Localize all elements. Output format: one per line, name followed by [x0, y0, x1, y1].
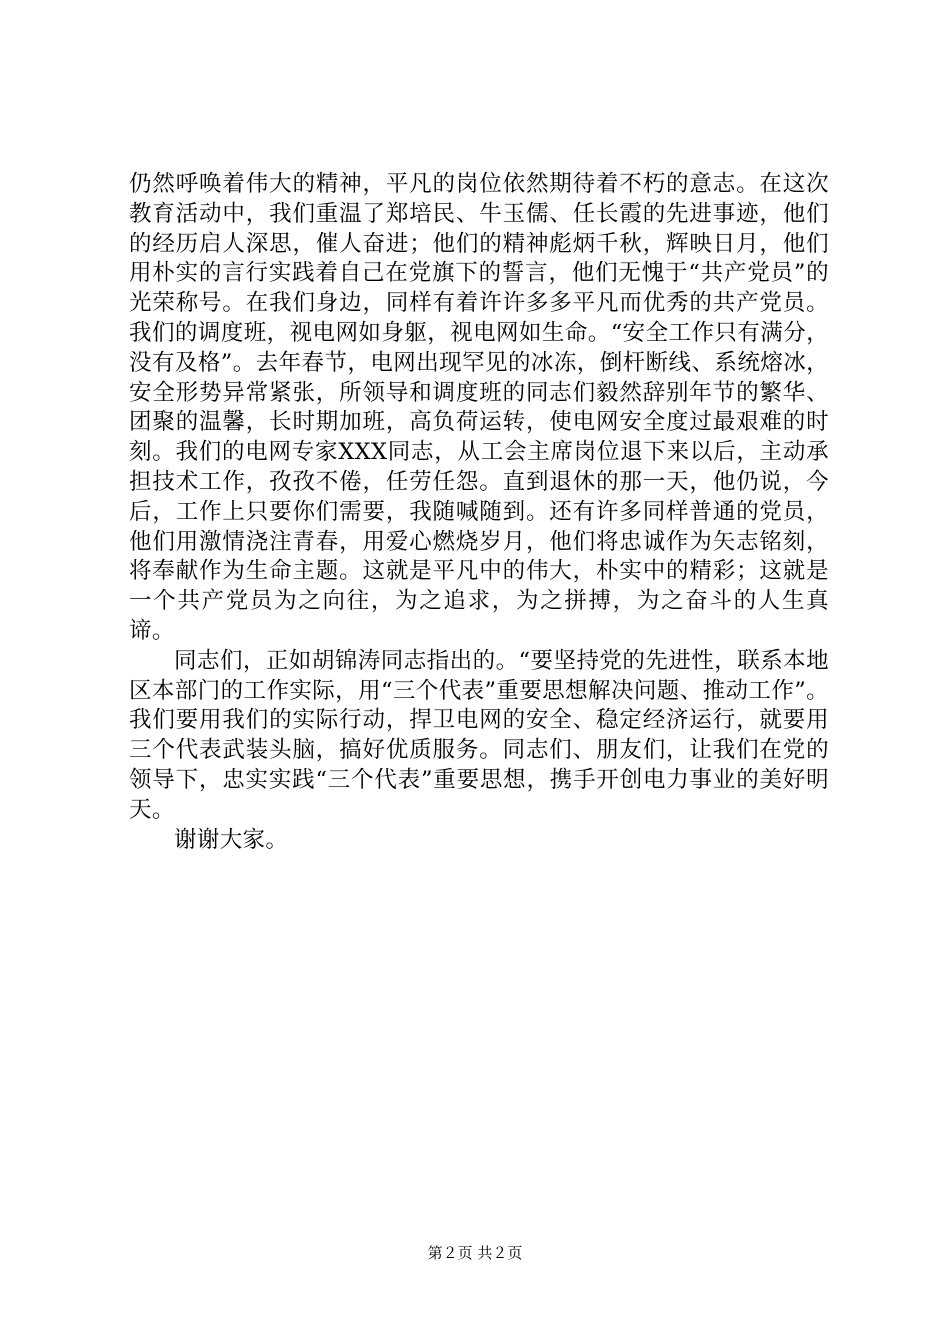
paragraph-3: 谢谢大家。 [174, 826, 289, 853]
page-number-footer: 第２页 共２页 [427, 1244, 523, 1262]
paragraph-2: 同志们，正如胡锦涛同志指出的。“要坚持党的先进性，联系本地区本部门的工作实际，用“三个代表”重要思想解决问题、推动工作”。我们要用我们的实际行动，捍卫电网的安全、稳定经济运行，就要用三个代表武装头脑，搞好优质服务。同志们、朋友们，让我们在党的领导下，忠实实践“三个代表”重要思想，携手开创电力事业的美好明天。 [129, 647, 829, 823]
document-body [129, 170, 829, 855]
paragraph-1: 仍然呼唤着伟大的精神，平凡的岗位依然期待着不朽的意志。在这次教育活动中，我们重温了郑培民、牛玉儒、任长霞的先进事迹，他们的经历启人深思，催人奋进；他们的精神彪炳千秋，辉映日月，他们用朴实的言行实践着自己在党旗下的誓言，他们无愧于“共产党员”的光荣称号。在我们身边，同样有着许许多多平凡而优秀的共产党员。我们的调度班，视电网如身躯，视电网如生命。“安全工作只有满分，没有及格”。去年春节，电网出现罕见的冰冻，倒杆断线、系统熔冰，安全形势异常紧张，所领导和调度班的同志们毅然辞别年节的繁华、团聚的温馨，长时期加班，高负荷运转，使电网安全度过最艰难的时刻。我们的电网专家XXX同志，从工会主席岗位退下来以后，主动承担技术工作，孜孜不倦，任劳任怨。直到退休的那一天，他仍说，今后，工作上只要你们需要，我随喊随到。还有许多同样普通的党员，他们用激情浇注青春，用爱心燃烧岁月，他们将忠诚作为矢志铭刻，将奉献作为生命主题。这就是平凡中的伟大，朴实中的精彩；这就是一个共产党员为之向往，为之追求，为之拼搏，为之奋斗的人生真谛。 [129, 171, 829, 644]
